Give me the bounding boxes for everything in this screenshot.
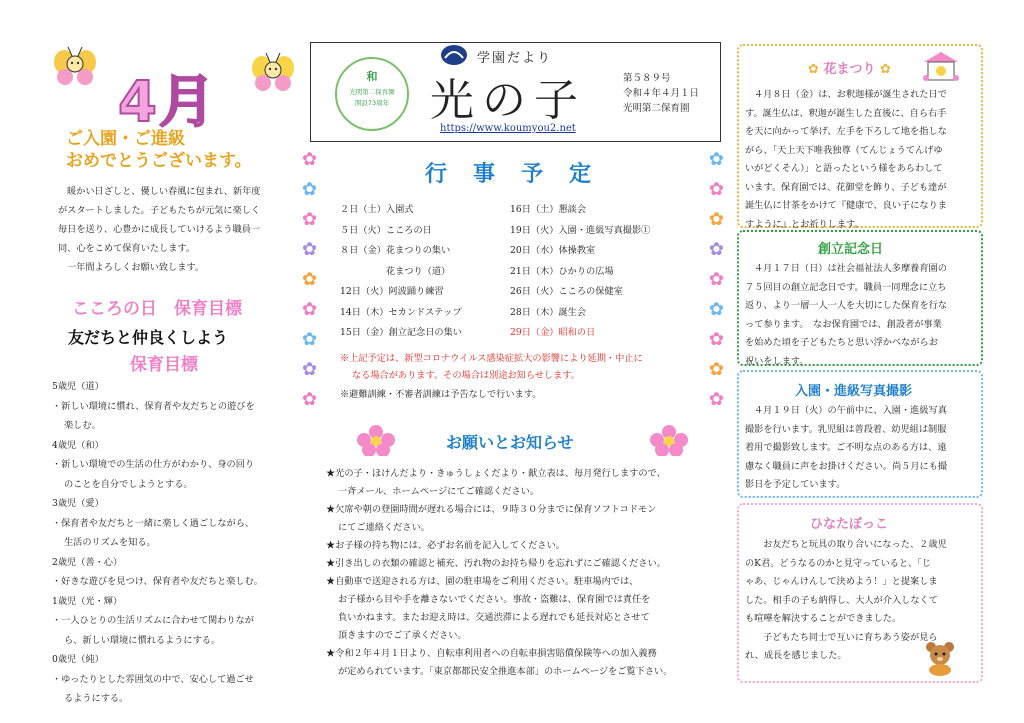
schedule-item: 21日（木）ひかりの広場 bbox=[510, 265, 614, 277]
age-line: ・一人ひとりの生活リズムに合わせて関わりなが bbox=[52, 615, 254, 626]
intro-line: がスタートしました。子どもたちが元気に楽しく bbox=[58, 205, 261, 216]
schedule-note bbox=[340, 350, 710, 384]
hanamatsuri-body bbox=[745, 86, 973, 234]
hanamatsuri-title-text: 花まつり bbox=[823, 62, 876, 77]
photo-day-body bbox=[745, 402, 973, 495]
body-line: ４月１９日（火）の午前中に、入園・進級写真 bbox=[754, 405, 947, 416]
schedule-right-column bbox=[510, 200, 700, 344]
schedule-item: 26日（火）こころの保健室 bbox=[510, 286, 623, 297]
hinatabokko-title: ひなたぼっこ bbox=[810, 517, 889, 532]
butterfly-icon bbox=[52, 44, 98, 90]
age-line: ・新しい環境に慣れ、保育者や友だちとの遊びを bbox=[52, 400, 255, 412]
schedule-item: 20日（水）体操教室 bbox=[510, 245, 596, 256]
body-line: 着用で撮影致します。ご不明な点のある方は、遠 bbox=[745, 442, 947, 453]
notice-list bbox=[326, 465, 714, 681]
notice-line: が定められています。「東京都都民安全推進本部」のホームページをご覧下さい。 bbox=[338, 666, 673, 677]
notice-line: お子様から目や手を離さないでください。事故・盗難は、保育園では責任を bbox=[338, 594, 651, 605]
body-line: お友だちと玩具の取り合いになった、２歳児 bbox=[763, 539, 947, 550]
schedule-item: ８日（金）花まつりの集い bbox=[340, 245, 451, 256]
body-line: 慮なく職員に声をお掛けください。尚５月にも撮 bbox=[745, 460, 948, 472]
schedule-note-line: ※上記予定は、新型コロナウイルス感染症拡大の影響により延期・中止に bbox=[340, 353, 643, 364]
issue-date: 令和４年４月１日 bbox=[623, 88, 700, 99]
goal-heading: 保育目標 bbox=[130, 355, 198, 375]
body-line: 子どもたち同士で互いに育ちあう姿が見ら bbox=[763, 631, 938, 643]
schedule-item: 花まつり（道） bbox=[340, 265, 451, 277]
page-title: 光の子 bbox=[430, 75, 586, 126]
school-name: 光明第二保育園 bbox=[623, 103, 690, 114]
age-line: のことを自分でしようとする。 bbox=[64, 478, 193, 490]
body-line: ４月１７日（日）は社会福祉法人多摩養育園の bbox=[754, 263, 947, 274]
body-line: 影日を予定しています。 bbox=[745, 479, 846, 490]
schedule-item: 14日（木）セカンドステップ bbox=[340, 306, 462, 318]
photo-day-title: 入園・進級写真撮影 bbox=[795, 384, 913, 399]
age-line: るようにする。 bbox=[64, 693, 129, 704]
notice-line: 負いかねます。またお迎え時は、交通渋滞による遅れでも延長対応とさせて bbox=[338, 612, 650, 623]
logo-text: 光明第二保育園 bbox=[349, 88, 395, 96]
flower-border-right: ✿ ✿ ✿ ✿ ✿ ✿ ✿ ✿ ✿ bbox=[708, 149, 724, 410]
butterfly-icon bbox=[250, 50, 296, 96]
month-title: 4月 bbox=[118, 70, 217, 135]
flower-icon: ✿ bbox=[808, 62, 819, 77]
notice-line: ★令和２年４月１日より、自転車利用者への自転車損害賠償保険等への加入義務 bbox=[326, 648, 657, 659]
logo-text: 和 bbox=[366, 70, 378, 83]
schedule-item: 19日（火）入園・進級写真撮影① bbox=[510, 224, 651, 236]
notice-line: にてご連絡ください。 bbox=[338, 522, 430, 533]
body-line: ７５回目の創立記念日です。職員一同理念に立ち bbox=[745, 281, 947, 293]
greeting-line: ご入園・ご進級 bbox=[66, 129, 185, 149]
drill-note: ※避難訓練・不審者訓練は予告なしで行います。 bbox=[340, 389, 542, 400]
notice-line: ★光の子・ほけんだより・きゅうしょくだより・献立表は、毎月発行しますので、 bbox=[326, 468, 666, 479]
age-line: ら、新しい環境に慣れるようにする。 bbox=[64, 634, 221, 646]
flower-icon bbox=[645, 424, 693, 456]
age-line: 生活のリズムを知る。 bbox=[64, 537, 156, 548]
schedule-item-holiday: 29日（金）昭和の日 bbox=[510, 327, 596, 338]
age-line: ・好きな遊びを見つけ、保育者や友だちと楽しむ。 bbox=[52, 576, 263, 587]
flower-border-left: ✿ ✿ ✿ ✿ ✿ ✿ ✿ ✿ ✿ bbox=[302, 149, 318, 410]
notice-title: お願いとお知らせ bbox=[446, 433, 574, 452]
goal-subtitle: 友だちと仲良くしよう bbox=[68, 328, 229, 347]
schedule-title: 行事予定 bbox=[425, 162, 618, 187]
age-goal-list bbox=[52, 377, 294, 709]
body-line: いがどくそん）」と語ったという様をあらわして bbox=[745, 163, 943, 174]
notice-line: 頂きますのでご了承ください。 bbox=[338, 630, 467, 641]
body-line: を始めた頃を子どもたちと思い浮かべながらお bbox=[745, 337, 938, 348]
age-line: ・ゆったりとした雰囲気の中で、安心して過ごせ bbox=[52, 673, 254, 685]
anniversary-logo bbox=[335, 57, 409, 131]
notice-line: ★欠席や朝の登園時間が遅れる場合には、９時３０分までに保育ソフトコドモン bbox=[326, 504, 657, 515]
flower-icon bbox=[352, 424, 400, 456]
body-line: も喧嘩を解決することができました。 bbox=[745, 613, 902, 624]
intro-line: 暖かい日ざしと、優しい春風に包まれ、新年度 bbox=[67, 186, 261, 197]
website-link[interactable]: https://www.koumyou2.net bbox=[440, 123, 576, 134]
body-line: した。相手の子も納得し、大人が介入しなくて bbox=[745, 594, 938, 606]
issue-info bbox=[623, 71, 713, 116]
notice-line: ★自動車で送迎される方は、園の駐車場をご利用ください。駐車場内では、 bbox=[326, 576, 639, 587]
goal-title: こころの日 保育目標 bbox=[72, 299, 242, 319]
greeting bbox=[66, 128, 306, 172]
bear-icon bbox=[922, 640, 958, 676]
schedule-note-line: なる場合があります。その場合は別途お知らせします。 bbox=[352, 370, 580, 381]
age-heading: 5歳児（道） bbox=[52, 381, 104, 392]
schedule-item: ２日（土）入園式 bbox=[340, 204, 414, 215]
body-line: ゃあ、じゃんけんして決めよう！」と提案しま bbox=[745, 576, 938, 587]
schedule-item: 28日（木）誕生会 bbox=[510, 306, 587, 318]
notice-line: ★お子様の持ち物には、必ずお名前を記入してください。 bbox=[326, 540, 565, 551]
schedule-item: 15日（金）創立記念日の集い bbox=[340, 327, 462, 338]
age-heading: 0歳児（純） bbox=[52, 654, 104, 665]
intro-text bbox=[58, 182, 290, 277]
newsletter-label: 学園だより bbox=[477, 51, 553, 66]
age-heading: 3歳児（愛） bbox=[52, 498, 104, 509]
schedule-item: 12日（火）阿波踊り練習 bbox=[340, 286, 444, 297]
schedule-item: ５日（火）こころの日 bbox=[340, 224, 432, 236]
body-line: す。誕生仏は、釈迦が誕生した直後に、自ら右手 bbox=[745, 107, 947, 119]
body-line: のK君。どうなるのかと見守っていると、「じ bbox=[745, 557, 932, 569]
age-line: ・新しい環境での生活の仕方がわかり、身の回り bbox=[52, 459, 255, 470]
notice-line: 一斉メール、ホームページにてご確認ください。 bbox=[338, 486, 540, 497]
intro-line: 毎日を送り、心豊かに成長していけるよう職員一 bbox=[58, 224, 261, 235]
body-line: がら、「天上天下唯我独尊（てんじょうてんげゆ bbox=[745, 144, 943, 156]
age-line: ・保育者や友だちと一緒に楽しく過ごしながら、 bbox=[52, 517, 255, 529]
body-line: 撮影を行います。乳児組は普段着、幼児組は制服 bbox=[745, 423, 947, 435]
age-heading: 2歳児（善・心） bbox=[52, 556, 123, 568]
body-line: います。保育園では、花御堂を飾り、子ども達が bbox=[745, 181, 947, 193]
age-heading: 4歳児（和） bbox=[52, 439, 104, 451]
flower-icon: ✿ bbox=[879, 62, 891, 77]
school-emblem-icon bbox=[440, 44, 468, 66]
age-heading: 1歳児（光・輝） bbox=[52, 595, 123, 607]
body-line: ４月８日（金）は、お釈迦様が誕生された日で bbox=[754, 89, 947, 100]
logo-text: 開設73周年 bbox=[354, 99, 390, 107]
body-line: を天に向かって挙げ、左手を下ろして地を指しな bbox=[745, 126, 947, 137]
body-line: 返り、より一層一人一人を大切にした保育を行な bbox=[745, 300, 948, 311]
schedule-left-column bbox=[340, 200, 510, 344]
flower-shrine-icon bbox=[920, 50, 962, 84]
founding-day-title: 創立記念日 bbox=[818, 242, 884, 257]
body-line: すように』とお祈りします。 bbox=[745, 218, 864, 230]
body-line: れ、成長を感じました。 bbox=[745, 650, 847, 661]
body-line: 祝いをします。 bbox=[745, 355, 809, 367]
body-line: って参ります。 なお保育園では、創設者が事業 bbox=[745, 318, 942, 330]
hanamatsuri-title bbox=[808, 58, 891, 77]
notice-line: ★引き出しの衣類の確認と補充、汚れ物のお持ち帰りを忘れずにご確認ください。 bbox=[326, 558, 666, 569]
greeting-line: おめでとうございます。 bbox=[66, 151, 252, 171]
schedule-item: 16日（土）懇談会 bbox=[510, 204, 587, 215]
intro-line: 一年間よろしくお願い致します。 bbox=[67, 262, 205, 273]
issue-number: 第５８９号 bbox=[623, 73, 671, 84]
body-line: 誕生仏に甘茶をかけて『健康で、良い子になりま bbox=[745, 200, 947, 211]
age-line: 楽しむ。 bbox=[64, 420, 101, 431]
founding-day-body bbox=[745, 260, 973, 371]
intro-line: 同、心をこめて保育いたします。 bbox=[58, 243, 196, 254]
